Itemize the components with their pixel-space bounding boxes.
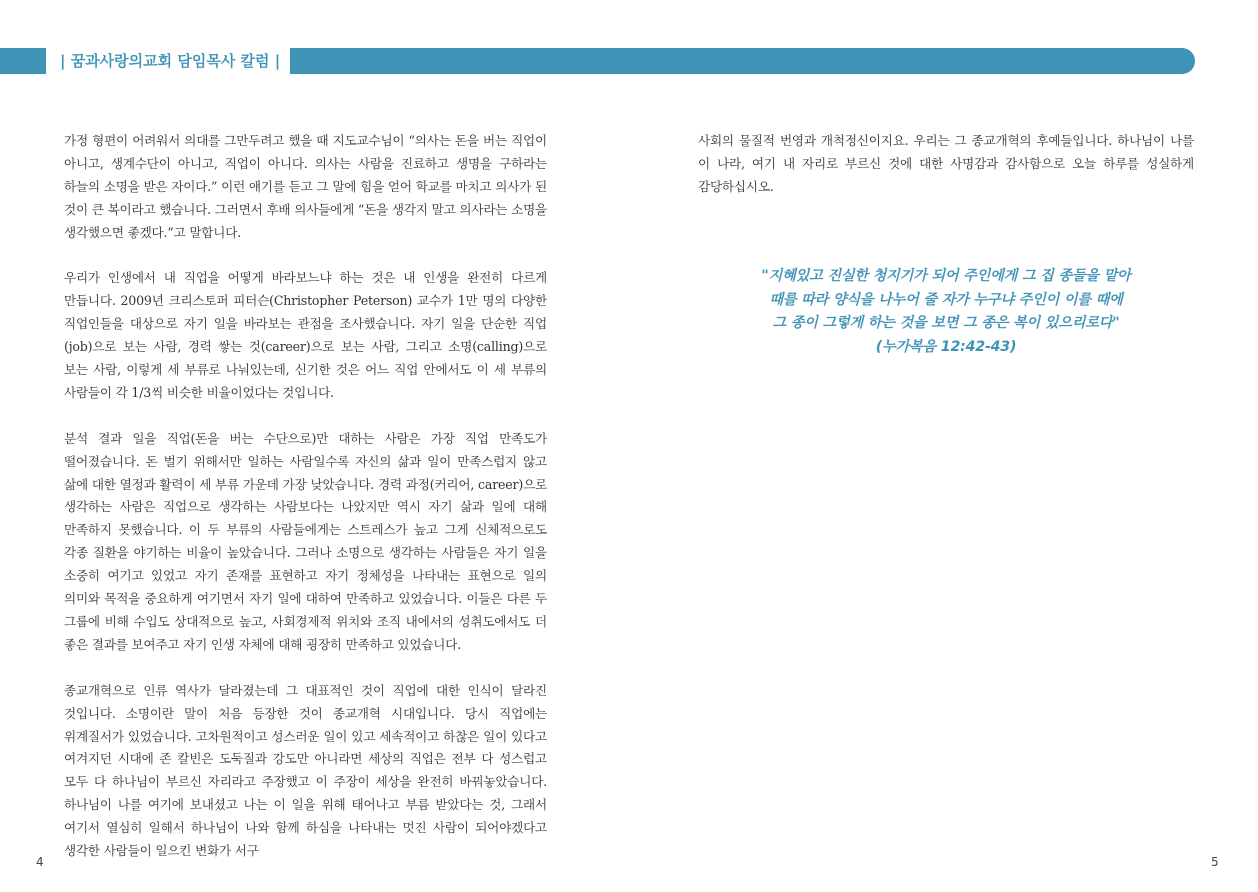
- quote-reference: (누가복음 12:42-43): [875, 338, 1017, 355]
- column-header-title: | 꿈과사랑의교회 담임목사 칼럼 |: [46, 48, 290, 74]
- paragraph: 종교개혁으로 인류 역사가 달라졌는데 그 대표적인 것이 직업에 대한 인식이 달라진 것입니다. 소명이란 말이 처음 등장한 것이 종교개혁 시대입니다. 당시 직업에는 위계질서가 있었습니다. 고차원적이고 성스러운 일이 있고 세속적이고 하찮은 일이 있다고 여겨지던 시대에 존 칼빈은 도둑질과 강도만 아니라면 세상의 직업은 전부 다 성스럽고 모두 다 하나님이 부르신 자리라고 주장했고 이 주장이 세상을 완전히 바꿔놓았습니다. 하나님이 나를 여기에 보내셨고 나는 이 일을 위해 태어나고 부름 받았다는 것, 그래서 여기서 열심히 일해서 하나님이 나와 함께 하심을 나타내는 멋진 사람이 되어야겠다고 생각한 사람들이 일으킨 변화가 서구: [64, 682, 547, 859]
- paragraph: 분석 결과 일을 직업(돈을 버는 수단으로)만 대하는 사람은 가장 직업 만족도가 떨어졌습니다. 돈 벌기 위해서만 일하는 사람일수록 자신의 삶과 일이 만족스럽지 않고 삶에 대한 열정과 활력이 세 부류 가운데 가장 낮았습니다. 경력 과정(커리어, career)으로 생각하는 사람은 직업으로 생각하는 사람보다는 나았지만 역시 자기 삶과 일에 대해 만족하지 못했습니다. 이 두 부류의 사람들에게는 스트레스가 높고 그게 신체적으로도 각종 질환을 야기하는 비율이 높았습니다. 그러나 소명으로 생각하는 사람들은 자기 일을 소중히 여기고 있었고 자기 존재를 표현하고 자기 정체성을 나타내는 표현으로 일의 의미와 목적을 중요하게 여기면서 자기 일에 대하여 만족하고 있었습니다. 이들은 다른 두 그룹에 비해 수입도 상대적으로 높고, 사회경제적 위치와 조직 내에서의 성취도에서도 더 좋은 결과를 보여주고 자기 인생 자체에 대해 굉장히 만족하고 있었습니다.: [64, 430, 547, 652]
- paragraph: 우리가 인생에서 내 직업을 어떻게 바라보느냐 하는 것은 내 인생을 완전히 다르게 만듭니다. 2009년 크리스토퍼 피터슨(Christopher Peterson) 교수가 1만 명의 다양한 직업인들을 대상으로 자기 일을 바라보는 관점을 조사했습니다. 자기 일을 단순한 직업(job)으로 보는 사람, 경력 쌓는 것(career)으로 보는 사람, 그리고 소명(calling)으로 보는 사람, 이렇게 세 부류로 나눠있는데, 신기한 것은 어느 직업 안에서도 이 세 부류의 사람들이 각 1/3씩 비슷한 비율이었다는 것입니다.: [64, 270, 547, 400]
- page-number-left: 4: [36, 855, 44, 869]
- paragraph: 사회의 물질적 번영과 개척정신이지요. 우리는 그 종교개혁의 후예들입니다. 하나님이 나를 이 나라, 여기 내 자리로 부르신 것에 대한 사명감과 감사함으로 오늘 하루를 성실하게 감당하십시오.: [698, 133, 1194, 194]
- scripture-quote: [698, 265, 1194, 359]
- quote-line: 때를 따라 양식을 나누어 줄 자가 누구냐 주인이 이를 때에: [769, 291, 1123, 308]
- quote-line: "지혜있고 진실한 청지기가 되어 주인에게 그 집 종들을 맡아: [761, 268, 1131, 284]
- quote-line: 그 종이 그렇게 하는 것을 보면 그 종은 복이 있으리로다": [772, 315, 1120, 331]
- left-column: [64, 130, 547, 886]
- right-column: [698, 130, 1194, 222]
- paragraph: 가정 형편이 어려워서 의대를 그만두려고 했을 때 지도교수님이 “의사는 돈을 버는 직업이 아니고, 생계수단이 아니고, 직업이 아니다. 의사는 사람을 진료하고 생명을 구하라는 하늘의 소명을 받은 자이다.” 이런 얘기를 듣고 그 말에 힘을 얻어 학교를 마치고 의사가 된 것이 큰 복이라고 했습니다. 그러면서 후배 의사들에게 “돈을 생각지 말고 의사라는 소명을 생각했으면 좋겠다.”고 말합니다.: [64, 133, 547, 240]
- page-number-right: 5: [1211, 855, 1219, 869]
